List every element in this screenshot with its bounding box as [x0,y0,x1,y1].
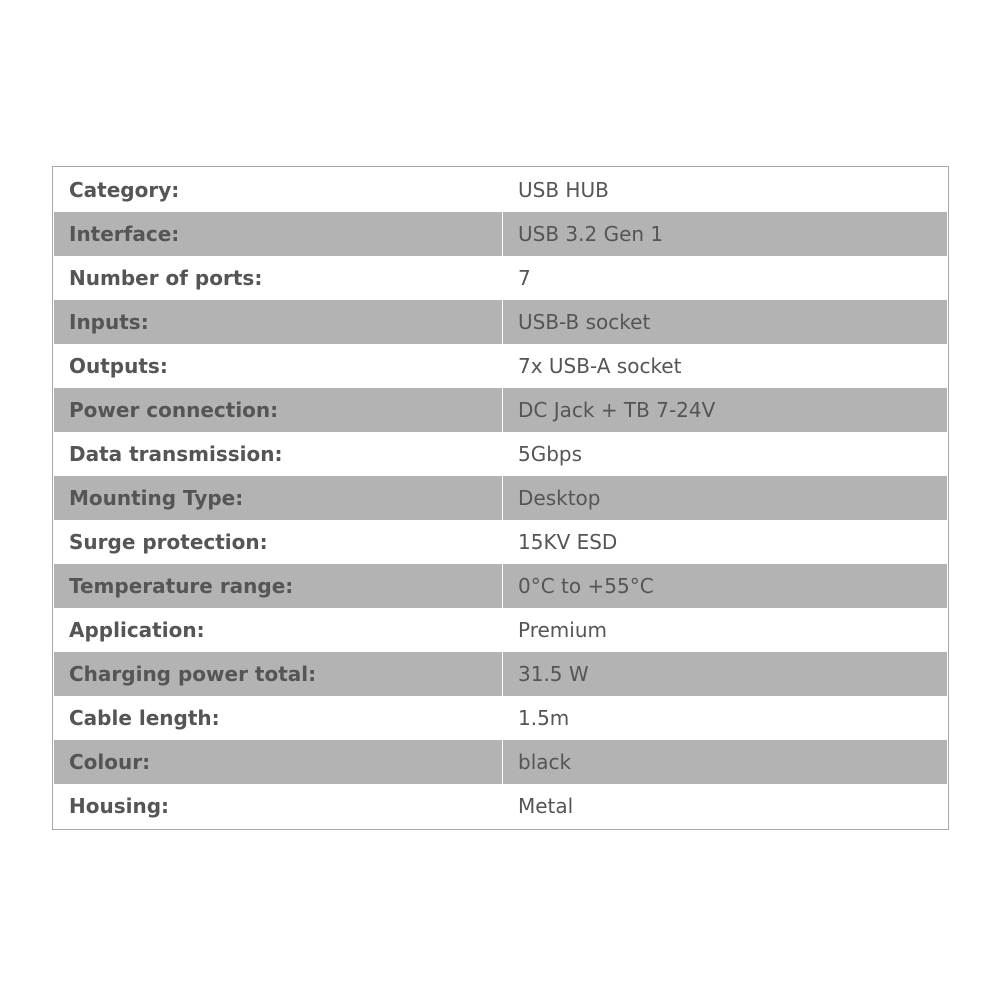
spec-row-housing [54,784,947,828]
spec-row-temperature-range [54,564,947,608]
spec-row-mounting-type [54,476,947,520]
spec-label: Number of ports: [69,266,263,290]
spec-label: Outputs: [69,354,168,378]
spec-value: 15KV ESD [502,520,947,564]
spec-row-application [54,608,947,652]
spec-row-interface [54,212,947,256]
spec-value: Premium [502,608,947,652]
spec-row-cable-length [54,696,947,740]
spec-row-surge-protection [54,520,947,564]
spec-label: Charging power total: [69,662,317,686]
spec-row-colour [54,740,947,784]
spec-value: DC Jack + TB 7-24V [502,388,947,432]
spec-label: Inputs: [69,310,149,334]
spec-value: USB 3.2 Gen 1 [502,212,947,256]
spec-value: USB HUB [502,168,947,212]
spec-label: Category: [69,178,180,202]
spec-label: Interface: [69,222,180,246]
spec-table [52,166,949,830]
spec-label: Temperature range: [69,574,294,598]
spec-label: Surge protection: [69,530,268,554]
spec-label: Colour: [69,750,151,774]
spec-value: USB-B socket [502,300,947,344]
spec-label: Cable length: [69,706,220,730]
spec-row-category [54,168,947,212]
spec-label: Power connection: [69,398,279,422]
spec-value: Metal [502,784,947,828]
spec-value: 5Gbps [502,432,947,476]
spec-value: 7x USB-A socket [502,344,947,388]
spec-value: Desktop [502,476,947,520]
spec-value: 1.5m [502,696,947,740]
spec-row-inputs [54,300,947,344]
spec-row-number-of-ports [54,256,947,300]
spec-row-power-connection [54,388,947,432]
spec-label: Mounting Type: [69,486,244,510]
spec-row-data-transmission [54,432,947,476]
spec-row-charging-power-total [54,652,947,696]
spec-label: Housing: [69,794,170,818]
spec-value: 0°C to +55°C [502,564,947,608]
spec-row-outputs [54,344,947,388]
spec-value: 31.5 W [502,652,947,696]
spec-label: Application: [69,618,205,642]
spec-value: 7 [502,256,947,300]
spec-label: Data transmission: [69,442,283,466]
spec-value: black [502,740,947,784]
